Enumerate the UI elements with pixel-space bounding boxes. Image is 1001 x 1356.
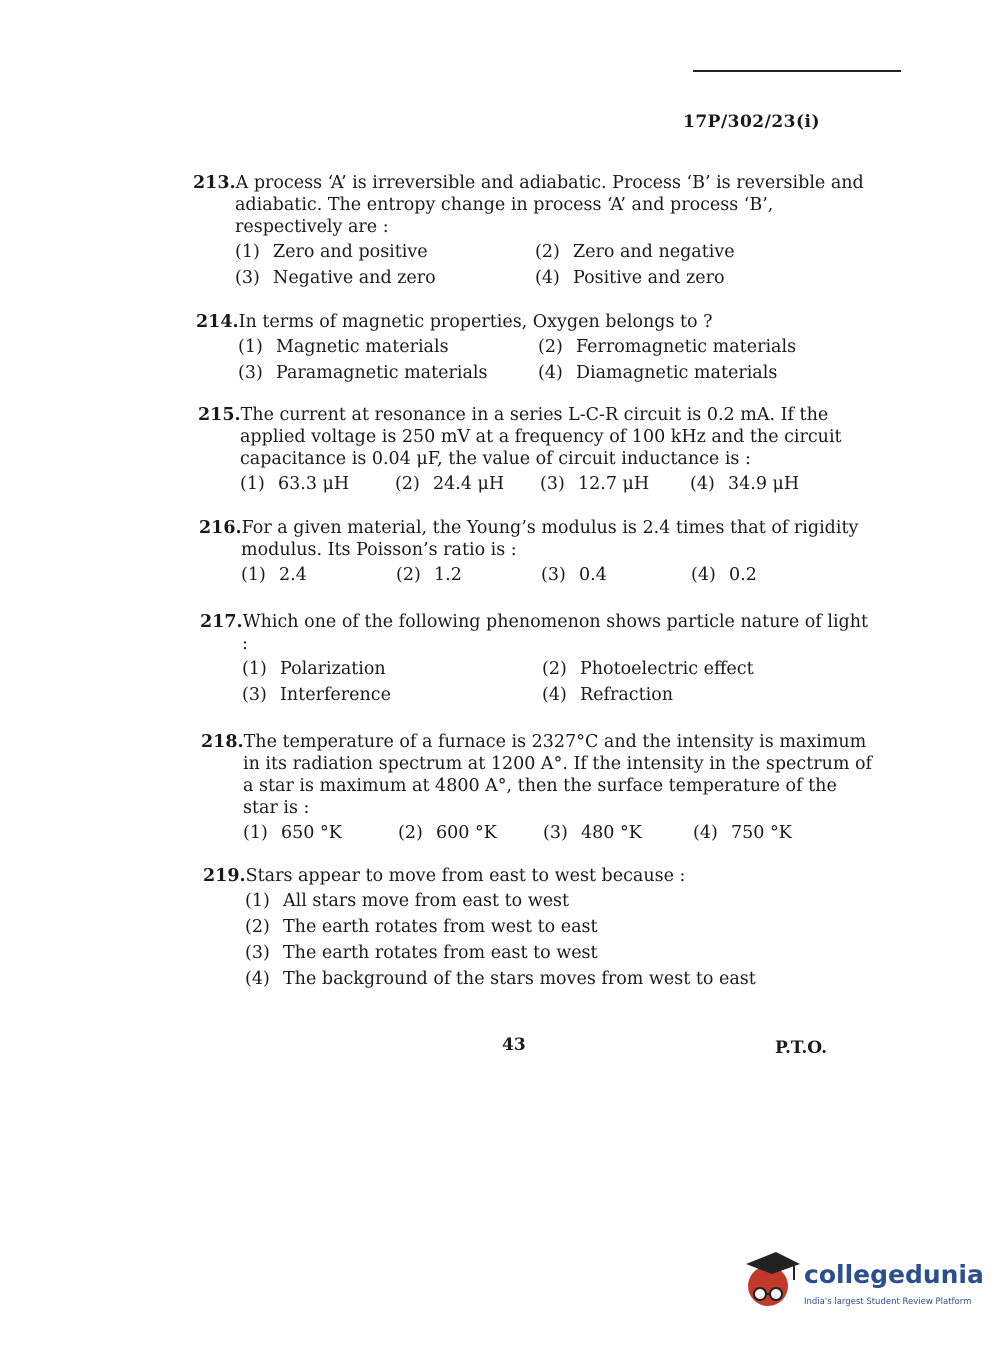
logo-name: collegedunia: [804, 1260, 984, 1289]
options: [240, 473, 828, 495]
option-1: (1) Magnetic materials: [238, 337, 449, 357]
option-2: (2) 24.4 μH: [395, 474, 505, 494]
option-4: (4) The background of the stars moves from west to east: [245, 969, 756, 989]
question-217: 217.Which one of the following phenomenon shows particle nature of light : (1) Polarization (2) Photoelectric effect (3) Interference (4) Refraction: [200, 612, 869, 705]
option-2: (2) Photoelectric effect: [542, 659, 754, 679]
options: [243, 822, 831, 844]
graduate-cap-icon: [742, 1250, 802, 1312]
collegedunia-logo: [742, 1250, 984, 1320]
option-2: (2) The earth rotates from west to east: [245, 917, 598, 937]
option-2: (2) Ferromagnetic materials: [538, 337, 797, 357]
question-214: 214.In terms of magnetic properties, Oxygen belongs to ? (1) Magnetic materials (2) Ferromagnetic materials (3) Paramagnetic materials (4) Diamagnetic materials: [196, 311, 826, 384]
option-3: (3) 480 °K: [543, 823, 642, 843]
option-2: (2) 1.2: [396, 565, 462, 585]
option-1: (1) 650 °K: [243, 823, 342, 843]
question-text: A process ‘A’ is irreversible and adiabatic. Process ‘B’ is reversible and adiabatic. The entropy change in process ‘A’ and process ‘B’, respectively are :: [235, 173, 864, 237]
option-1: (1) 63.3 μH: [240, 474, 350, 494]
option-2: (2) 600 °K: [398, 823, 497, 843]
paper-code: 17P/302/23(i): [683, 112, 821, 132]
option-3: (3) Paramagnetic materials: [238, 363, 488, 383]
option-4: (4) 0.2: [691, 565, 757, 585]
options: [242, 658, 830, 706]
option-1: (1) Zero and positive: [235, 242, 428, 262]
options: [238, 336, 826, 384]
options: [245, 890, 833, 990]
option-3: (3) Interference: [242, 685, 391, 705]
option-1: (1) Polarization: [242, 659, 386, 679]
question-219: 219.Stars appear to move from east to west because : (1) All stars move from east to west (2) The earth rotates from west to east (3) The earth rotates from east to west (4) The background of the stars moves from west to east: [203, 865, 833, 994]
pto-label: P.T.O.: [775, 1038, 827, 1058]
page-number: 43: [502, 1035, 526, 1055]
question-216: 216.For a given material, the Young’s modulus is 2.4 times that of rigidity modulus. Its Poisson’s ratio is : (1) 2.4 (2) 1.2 (3) 0.4 (4) 0.2: [199, 518, 859, 585]
option-1: (1) All stars move from east to west: [245, 891, 570, 911]
option-1: (1) 2.4: [241, 565, 307, 585]
option-4: (4) Positive and zero: [535, 268, 725, 288]
header-rule: [693, 70, 901, 72]
option-4: (4) Diamagnetic materials: [538, 363, 778, 383]
question-215: 215.The current at resonance in a series L-C-R circuit is 0.2 mA. If the applied voltage is 250 mV at a frequency of 100 kHz and the circuit capacitance is 0.04 μF, the value of circuit inductance is : (1) 63.3 μH (2) 24.4 μH (3) 12.7 μH (4) 34.9 μH: [198, 405, 842, 494]
question-218: 218.The temperature of a furnace is 2327°C and the intensity is maximum in its radiation spectrum at 1200 A°. If the intensity in the spectrum of a star is maximum at 4800 A°, then the surface temperature of the star is : (1) 650 °K (2) 600 °K (3) 480 °K (4) 750 °K: [201, 732, 873, 843]
options: [241, 564, 829, 586]
question-number: 213.: [193, 173, 236, 193]
option-4: (4) Refraction: [542, 685, 674, 705]
option-3: (3) 12.7 μH: [540, 474, 650, 494]
option-4: (4) 34.9 μH: [690, 474, 800, 494]
option-3: (3) 0.4: [541, 565, 607, 585]
logo-tagline: India's largest Student Review Platform: [804, 1297, 972, 1307]
option-2: (2) Zero and negative: [535, 242, 735, 262]
option-3: (3) The earth rotates from east to west: [245, 943, 598, 963]
options: [235, 241, 823, 289]
question-213: [193, 172, 864, 289]
option-4: (4) 750 °K: [693, 823, 792, 843]
option-3: (3) Negative and zero: [235, 268, 436, 288]
